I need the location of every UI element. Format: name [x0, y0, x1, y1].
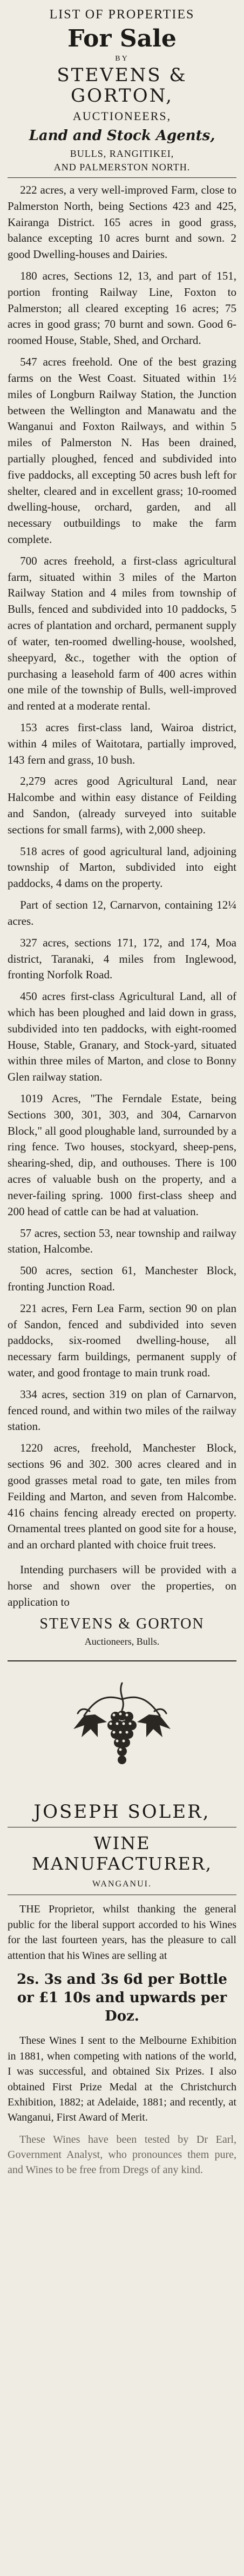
listing-item: 334 acres, section 319 on plan of Carnarvon, fenced round, and within two miles of the railway station. — [8, 1387, 236, 1433]
grape-vine-illustration — [68, 1678, 176, 1786]
firm-name: STEVENS & GORTON, — [57, 64, 187, 107]
firm-agents: Land and Stock Agents, — [29, 127, 215, 144]
listing-item: 547 acres freehold. One of the best grazing farms on the West Coast. Situated within 1½ miles of Longburn Railway Station, the Junction between the Wellington and Manawatu and the Wanganui and Foxton Railways, and within 5 miles of Palmerston N. Has been drained, partially ploughed, fenced and subdivided into five paddocks, all excepting 50 acres bush left for shelter, cleared and in excellent grass; 10-roomed dwelling-house, orchard, garden, and all necessary outbuildings to make the farm complete. — [8, 355, 236, 546]
listing-item: 221 acres, Fern Lea Farm, section 90 on plan of Sandon, fenced and subdivided into seven paddocks, six-roomed dwelling-house, all necessary farm buildings, permanent supply of water, and good frontage to main trunk road. — [8, 1301, 236, 1380]
listing-item: 57 acres, section 53, near township and railway station, Halcombe. — [8, 1226, 236, 1256]
wine-merchant-name: JOSEPH SOLER, — [33, 1801, 211, 1823]
listing-item: 153 acres first-class land, Wairoa district, within 4 miles of Waitotara, partially improved, 143 fern and grass, 10 bush. — [8, 720, 236, 766]
ad-header: LIST OF PROPERTIES — [49, 8, 195, 22]
listing-item: 222 acres, a very well-improved Farm, close to Palmerston North, being Sections 423 and 425, Kairanga District. 165 acres in good grass, balance excepting 10 acres burnt and sown. 2 good Dwelling-houses and Dairies. — [8, 183, 236, 261]
listing-item: 500 acres, section 61, Manchester Block, fronting Junction Road. — [8, 1264, 236, 1293]
newspaper-column — [3, 0, 241, 2178]
wine-merchant-town: WANGANUI. — [92, 1879, 152, 1889]
firm-location-1: BULLS, RANGITIKEI, — [70, 148, 174, 159]
signature-firm: STEVENS & GORTON — [39, 1615, 205, 1633]
listing-item: 450 acres first-class Agricultural Land, all of which has been ploughed and laid down in grass, subdivided into ten paddocks, with eight-roomed House, Stable, Granary, and Stock-yard, situated within three miles of Marton, and close to Bonny Glen railway station. — [8, 990, 236, 1084]
listing-item: Part of section 12, Carnarvon, containing 12¼ acres. — [8, 898, 236, 928]
wine-body-intro: THE Proprietor, whilst thanking the general public for the liberal support accorded to his Wines for the last fourteen years, has the pleasure to call attention that his Wines are selling at — [8, 1903, 236, 1962]
divider — [8, 177, 236, 178]
signature-subtitle: Auctioneers, Bulls. — [84, 1636, 160, 1647]
ad-by: BY — [115, 55, 129, 63]
firm-subtitle: AUCTIONEERS, — [72, 109, 172, 123]
listings — [8, 182, 236, 1553]
property-advertisement — [8, 8, 236, 1661]
closing-text: Intending purchasers will be provided with a horse and shown over the properties, on application to — [8, 1562, 236, 1608]
wine-price: 2s. 3s and 3s 6d per Bottle or £1 10s and upwards per Doz. — [17, 1971, 227, 2024]
wine-body-awards: These Wines I sent to the Melbourne Exhibition in 1881, when competing with nations of the world, I was successful, and obtained Six Prizes. I also obtained First Prize Medal at the Christchurch Exhibition, 1882; at Adelaide, 1881; and recently, at Wanganui, First Award of Merit. — [8, 2035, 236, 2124]
wine-advertisement — [8, 1801, 236, 2177]
ad-title: For Sale — [67, 25, 177, 52]
firm-location-2: AND PALMERSTON NORTH. — [53, 161, 191, 173]
wine-merchant-trade: WINE MANUFACTURER, — [32, 1833, 212, 1875]
listing-item: 2,279 acres good Agricultural Land, near Halcombe and within easy distance of Feilding and Sandon, (already surveyed into suitable sections for small farms), with 2,000 sheep. — [8, 774, 236, 836]
listing-item: 1220 acres, freehold, Manchester Block, sections 96 and 302. 300 acres cleared and in good grasses metal road to gate, ten miles from Feilding and Marton, and seven from Halcombe. 416 chains fencing already erected on property. Ornamental trees planted on good site for a house, and an orchard planted with choice fruit trees. — [8, 1441, 236, 1552]
listing-item: 1019 Acres, "The Ferndale Estate, being Sections 300, 301, 303, and 304, Carnarvon Block," all good ploughable land, surrounded by a ring fence. Two houses, stockyard, sheep-pens, shearing-shed, dip, and outhouses. There is 100 acres of valuable bush on the property, and a never-failing spring. 1000 first-class sheep and 200 head of cattle can be had at valuation. — [8, 1092, 236, 1218]
divider — [8, 1660, 236, 1661]
listing-item: 327 acres, sections 171, 172, and 174, Moa district, Taranaki, 4 miles from Inglewood, fronting Norfolk Road. — [8, 936, 236, 982]
listing-item: 700 acres freehold, a first-class agricultural farm, situated within 3 miles of the Marton Railway Station and 4 miles from township of Bulls, fenced and subdivided into 10 paddocks, 5 acres of plantation and orchard, permanent supply of water, ten-roomed dwelling-house, woolshed, sheepyard, &c., together with the option of purchasing a leasehold farm of 400 acres within one mile of the township of Bulls, well-improved and rented at a moderate rental. — [8, 554, 236, 713]
listing-item: 180 acres, Sections 12, 13, and part of 151, portion fronting Railway Line, Foxton to Palmerston; all cleared excepting 16 acres; 75 acres in good grass; 70 burnt and sown. Good 6-roomed House, Stable, Shed, and Orchard. — [8, 269, 236, 347]
listing-item: 518 acres of good agricultural land, adjoining township of Marton, subdivided into eight paddocks, 4 dams on the property. — [8, 844, 236, 890]
wine-body-analysis: These Wines have been tested by Dr Earl, Government Analyst, who pronounces them pure, and Wines to be free from Dregs of any kind. — [8, 2133, 236, 2176]
